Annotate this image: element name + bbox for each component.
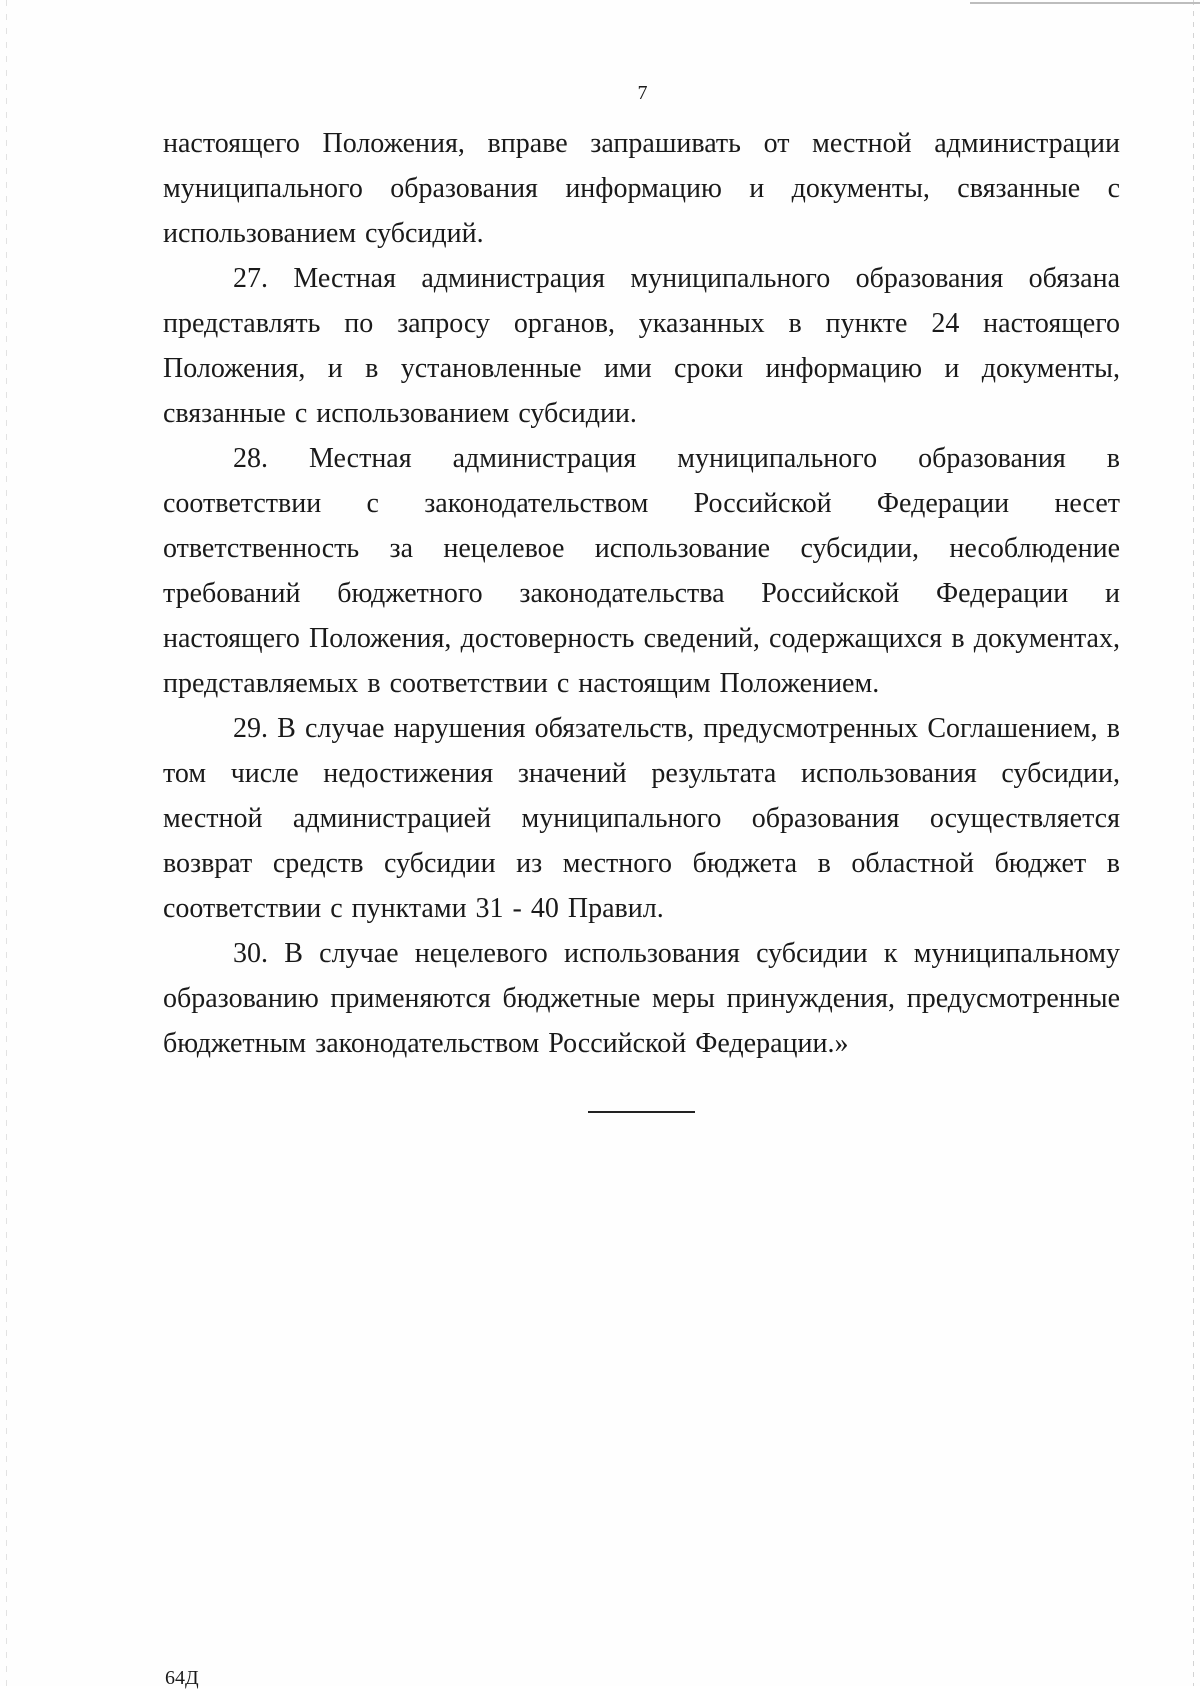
document-body [163,121,1120,1066]
end-of-text-rule [588,1111,695,1113]
paragraph-item-29: 29. В случае нарушения обязательств, предусмотренных Соглашением, в том числе недостижения значений результата использования субсидии, местной администрацией муниципального образования осуществляется возврат средств субсидии из местного бюджета в областной бюджет в соответствии с пунктами 31 - 40 Правил. [163,713,1120,924]
paragraph-continuation: настоящего Положения, вправе запрашивать от местной администрации муниципального образования информацию и документы, связанные с использованием субсидий. [163,128,1120,249]
footer-document-code: 64Д [165,1667,199,1689]
page-number: 7 [637,82,648,104]
scan-top-rule [970,2,1200,4]
paragraph-item-27: 27. Местная администрация муниципального образования обязана представлять по запросу органов, указанных в пункте 24 настоящего Положения, и в установленные ими сроки информацию и документы, связанные с использованием субсидии. [163,263,1120,429]
scan-edge-right [1193,0,1194,1686]
scan-edge-left [6,0,7,1686]
paragraph-item-30: 30. В случае нецелевого использования субсидии к муниципальному образованию применяются бюджетные меры принуждения, предусмотренные бюджетным законодательством Российской Федерации.» [163,938,1120,1059]
paragraph-item-28: 28. Местная администрация муниципального образования в соответствии с законодательством Российской Федерации несет ответственность за нецелевое использование субсидии, несоблюдение требований бюджетного законодательства Российской Федерации и настоящего Положения, достоверность сведений, содержащихся в документах, представляемых в соответствии с настоящим Положением. [163,443,1120,699]
